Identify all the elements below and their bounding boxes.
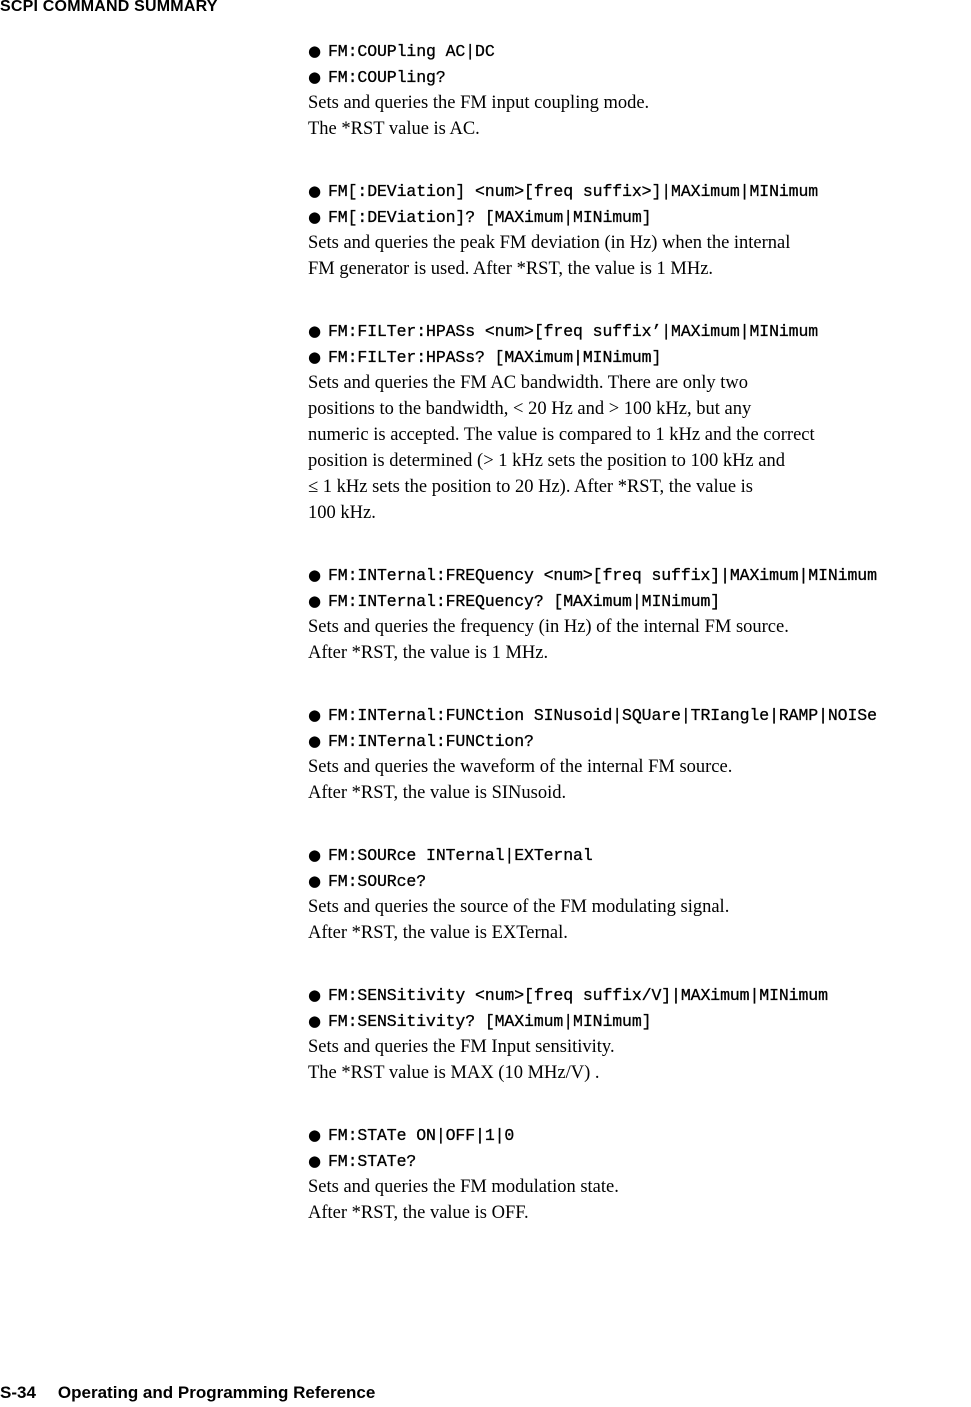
description-line: The *RST value is MAX (10 MHz/V) . [308,1063,600,1083]
command-text: FM:STATe? [328,1152,417,1171]
description-line: ≤ 1 kHz sets the position to 20 Hz). After *RST, the value is [308,477,754,497]
description-line: The *RST value is AC. [308,119,480,139]
bullet-icon: ● [308,182,321,200]
query-syntax [308,728,971,754]
description-line: Sets and queries the FM input coupling mode. [308,93,650,113]
command-text: FM:SENSitivity? [MAXimum|MINimum] [328,1012,652,1031]
bullet-icon: ● [308,68,321,86]
command-text: FM:INTernal:FUNCtion SINusoid|SQUare|TRIangle|RAMP|NOISe [328,706,877,725]
bullet-icon: ● [308,208,321,226]
description-line: Sets and queries the FM modulation state. [308,1177,619,1197]
command-syntax [308,1122,971,1148]
query-syntax [308,344,971,370]
command-text: FM:STATe ON|OFF|1|0 [328,1126,515,1145]
bullet-icon: ● [308,986,321,1004]
command-text: FM:COUPling AC|DC [328,42,495,61]
description-line: After *RST, the value is 1 MHz. [308,643,549,663]
description-line: Sets and queries the frequency (in Hz) of the internal FM source. [308,617,789,637]
command-syntax [308,178,971,204]
bullet-icon: ● [308,42,321,60]
bullet-icon: ● [308,592,321,610]
bullet-icon: ● [308,1126,321,1144]
command-syntax [308,562,971,588]
command-text: FM:FILTer:HPASs? [MAXimum|MINimum] [328,348,662,367]
page-header: SCPI COMMAND SUMMARY [0,0,218,15]
command-syntax [308,318,971,344]
command-text: FM[:DEViation]? [MAXimum|MINimum] [328,208,652,227]
section-title: Operating and Programming Reference [57,1383,376,1402]
command-entry [308,178,971,282]
bullet-icon: ● [308,1152,321,1170]
description-line: 100 kHz. [308,503,376,523]
command-text: FM:SOURce INTernal|EXTernal [328,846,593,865]
description-line: After *RST, the value is SINusoid. [308,783,567,803]
query-syntax [308,588,971,614]
bullet-icon: ● [308,872,321,890]
bullet-icon: ● [308,322,321,340]
command-entry [308,702,971,806]
command-entry [308,982,971,1086]
description-line: numeric is accepted. The value is compared to 1 kHz and the correct [308,425,815,445]
description-line: Sets and queries the source of the FM modulating signal. [308,897,730,917]
command-text: FM:INTernal:FUNCtion? [328,732,534,751]
command-text: FM:INTernal:FREQuency <num>[freq suffix]|MAXimum|MINimum [328,566,877,585]
description-line: Sets and queries the peak FM deviation (in Hz) when the internal [308,233,791,253]
command-entry [308,38,971,142]
description-line: positions to the bandwidth, < 20 Hz and > 100 kHz, but any [308,399,752,419]
command-entry [308,1122,971,1226]
command-entry [308,562,971,666]
query-syntax [308,868,971,894]
command-text: FM:FILTer:HPASs <num>[freq suffix’|MAXimum|MINimum [328,322,819,341]
command-text: FM:INTernal:FREQuency? [MAXimum|MINimum] [328,592,721,611]
bullet-icon: ● [308,706,321,724]
command-entry [308,318,971,526]
command-syntax [308,38,971,64]
page-footer [0,1383,375,1403]
description-line: Sets and queries the waveform of the internal FM source. [308,757,733,777]
bullet-icon: ● [308,1012,321,1030]
description-line: position is determined (> 1 kHz sets the position to 100 kHz and [308,451,785,471]
description-line: After *RST, the value is OFF. [308,1203,529,1223]
description-line: After *RST, the value is EXTernal. [308,923,568,943]
query-syntax [308,1008,971,1034]
bullet-icon: ● [308,566,321,584]
command-entry [308,842,971,946]
command-syntax [308,982,971,1008]
command-text: FM:COUPling? [328,68,446,87]
bullet-icon: ● [308,846,321,864]
bullet-icon: ● [308,348,321,366]
query-syntax [308,1148,971,1174]
command-syntax [308,702,971,728]
query-syntax [308,204,971,230]
command-syntax [308,842,971,868]
description-line: Sets and queries the FM Input sensitivity. [308,1037,615,1057]
description-line: Sets and queries the FM AC bandwidth. There are only two [308,373,748,393]
command-text: FM:SENSitivity <num>[freq suffix/V]|MAXimum|MINimum [328,986,828,1005]
bullet-icon: ● [308,732,321,750]
query-syntax [308,64,971,90]
description-line: FM generator is used. After *RST, the value is 1 MHz. [308,259,714,279]
command-text: FM[:DEViation] <num>[freq suffix>]|MAXimum|MINimum [328,182,819,201]
command-list [308,38,971,1262]
command-text: FM:SOURce? [328,872,427,891]
page-number: S-34 [0,1383,36,1402]
